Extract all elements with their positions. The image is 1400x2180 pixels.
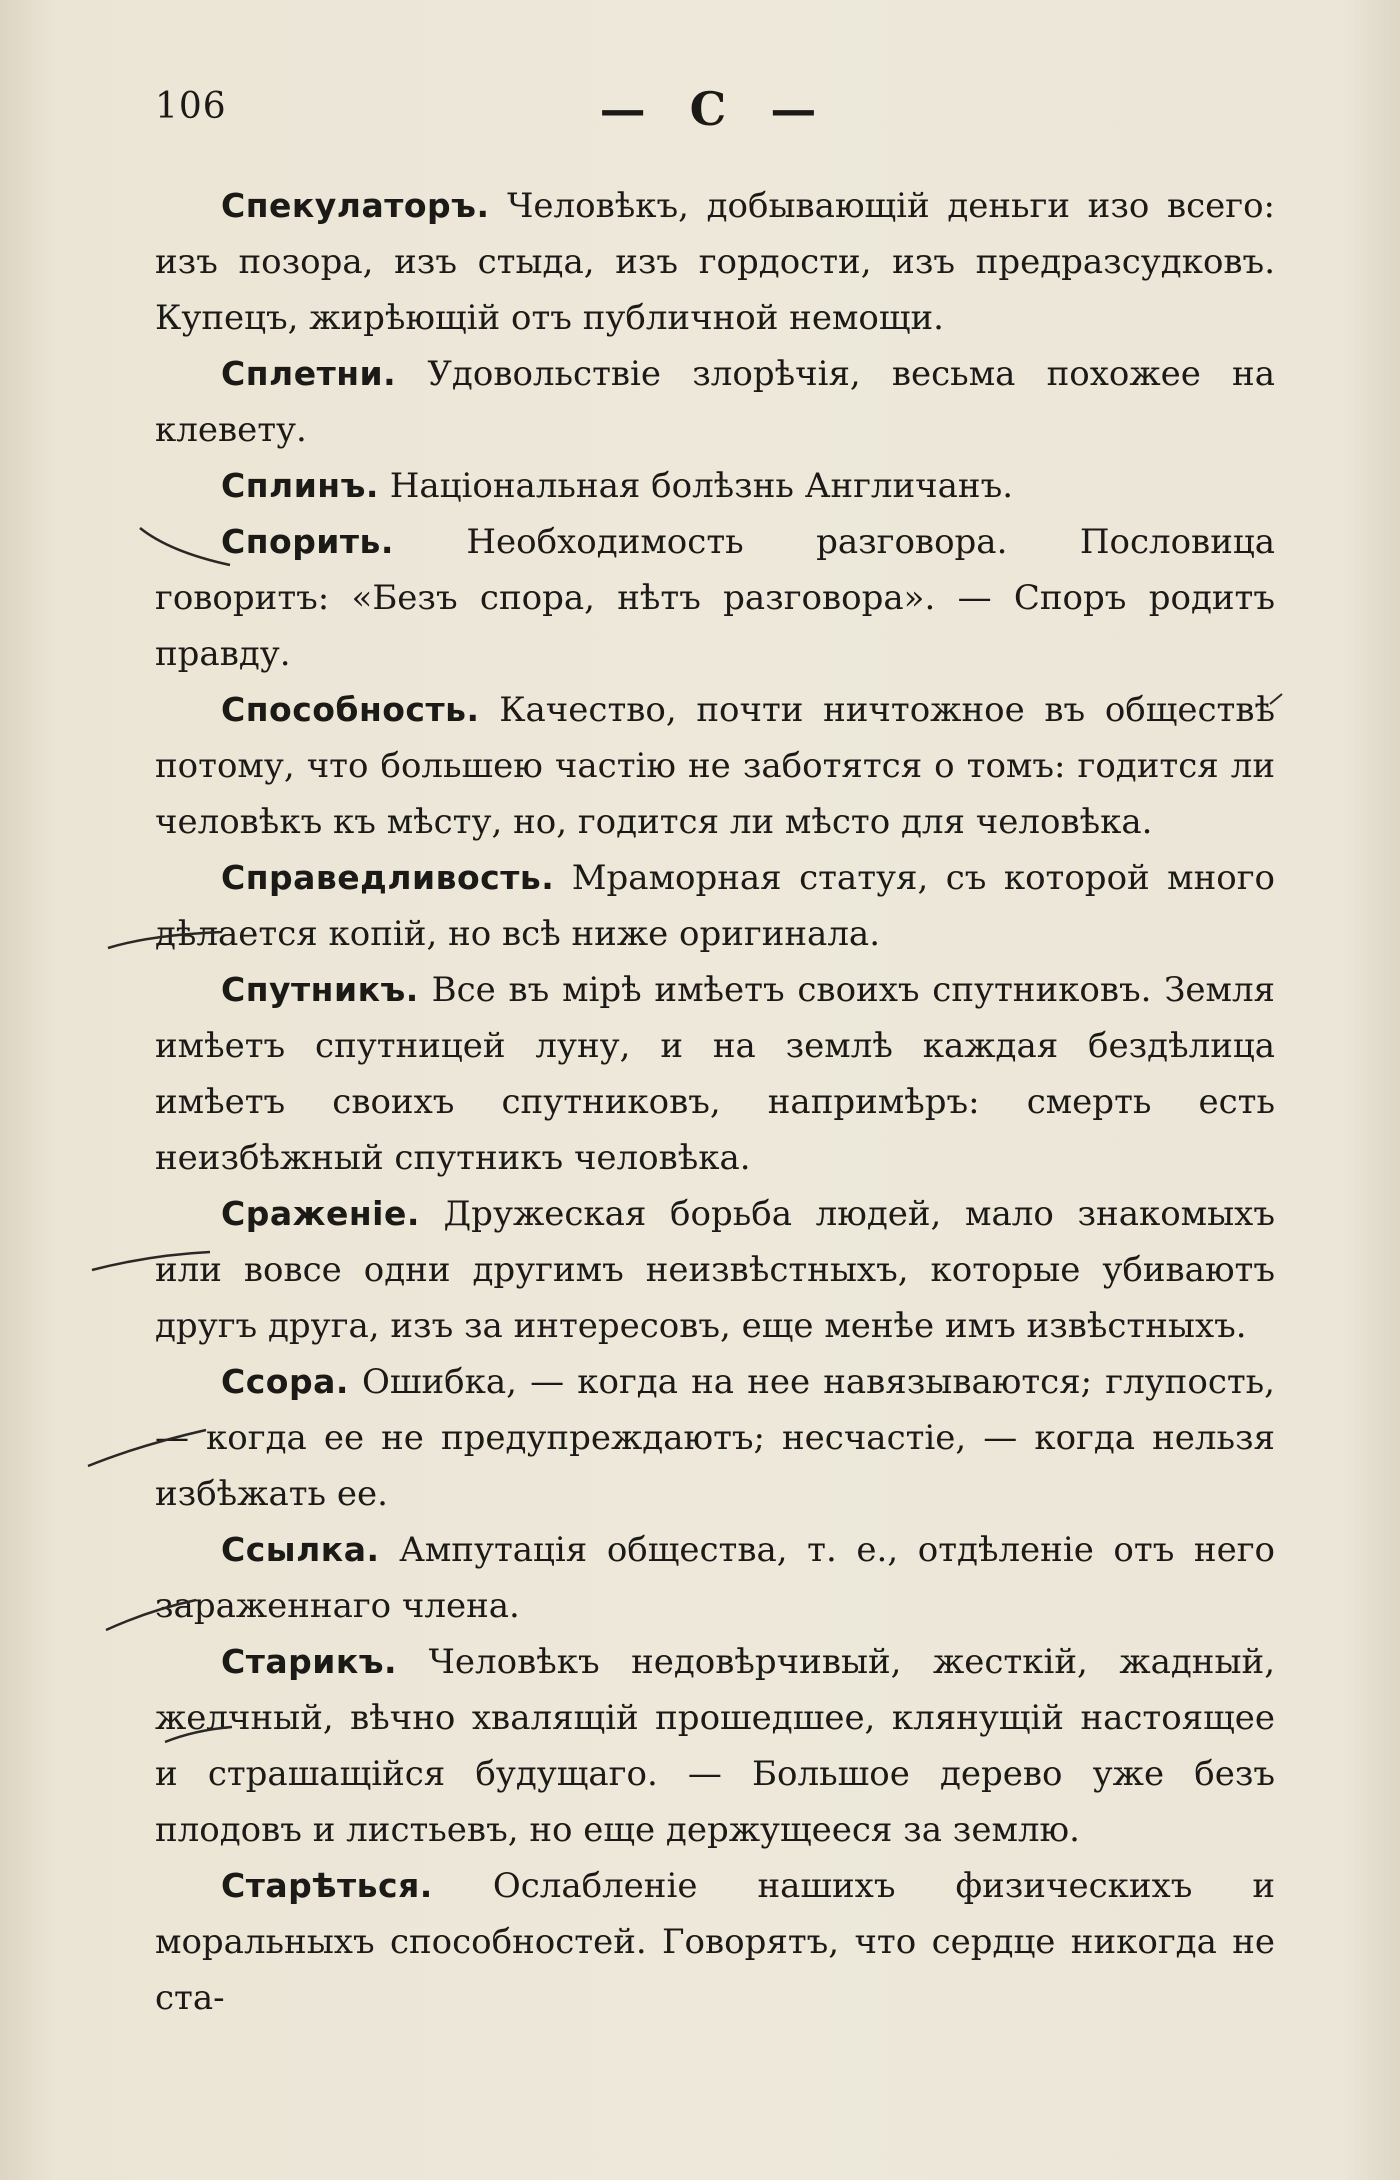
entry-definition: Все въ мірѣ имѣетъ своихъ спутниковъ. Земля имѣетъ спутницей луну, и на землѣ каждая бездѣлица имѣетъ своихъ спутниковъ, напримѣръ: смерть есть неизбѣжный спутникъ человѣка.: [155, 970, 1275, 1178]
entry-term: Ссылка.: [221, 1530, 380, 1569]
entry-splin: [155, 458, 1275, 514]
entry-definition: Удовольствіе злорѣчія, весьма похожее на клевету.: [155, 354, 1275, 450]
entry-definition: Ослабленіе нашихъ физическихъ и моральныхъ способностей. Говорятъ, что сердце никогда не ста-: [155, 1866, 1275, 2018]
entry-term: Старѣться.: [221, 1866, 433, 1905]
entry-term: Сраженіе.: [221, 1194, 420, 1233]
entry-term: Спутникъ.: [221, 970, 419, 1009]
entry-term: Способность.: [221, 690, 480, 729]
entry-sposobnost: [155, 682, 1275, 850]
entry-definition: Ошибка, — когда на нее навязываются; глупость, — когда ее не предупреждаютъ; несчастіе, — когда нельзя избѣжать ее.: [155, 1362, 1275, 1514]
entry-srazhenie: [155, 1186, 1275, 1354]
entry-term: Спекулаторъ.: [221, 186, 490, 225]
entry-definition: Человѣкъ недовѣрчивый, жесткій, жадный, желчный, вѣчно хвалящій прошедшее, клянущій настоящее и страшащійся будущаго. — Большое дерево уже безъ плодовъ и листьевъ, но еще держущееся за землю.: [155, 1642, 1275, 1850]
entry-term: Ссора.: [221, 1362, 349, 1401]
page-header: [155, 82, 1275, 138]
entry-staretsya: [155, 1858, 1275, 2026]
entry-definition: Дружеская борьба людей, мало знакомыхъ или вовсе одни другимъ неизвѣстныхъ, которые убиваютъ другъ друга, изъ за интересовъ, еще менѣе имъ извѣстныхъ.: [155, 1194, 1275, 1346]
entry-term: Сплинъ.: [221, 466, 379, 505]
entry-sporit: [155, 514, 1275, 682]
entry-ssylka: [155, 1522, 1275, 1634]
entry-ssora: [155, 1354, 1275, 1522]
entry-starik: [155, 1634, 1275, 1858]
entry-term: Сплетни.: [221, 354, 397, 393]
entry-definition: Человѣкъ, добывающій деньги изо всего: изъ позора, изъ стыда, изъ гордости, изъ предразсудковъ. Купецъ, жирѣющій отъ публичной немощи.: [155, 186, 1276, 338]
entry-definition: Необходимость разговора. Пословица говоритъ: «Безъ спора, нѣтъ разговора». — Споръ родитъ правду.: [155, 522, 1275, 674]
entry-sputnik: [155, 962, 1275, 1186]
entry-term: Справедливость.: [221, 858, 555, 897]
entry-definition: Національная болѣзнь Англичанъ.: [389, 466, 1014, 506]
page-number: 106: [155, 86, 227, 127]
dictionary-entries: [155, 178, 1275, 2026]
entry-definition: Ампутація общества, т. е., отдѣленіе отъ него зараженнаго члена.: [155, 1530, 1276, 1626]
entry-term: Старикъ.: [221, 1642, 398, 1681]
entry-term: Спорить.: [221, 522, 394, 561]
entry-definition: Мраморная статуя, съ которой много дѣлается копій, но всѣ ниже оригинала.: [155, 858, 1276, 954]
entry-definition: Качество, почти ничтожное въ обществѣ потому, что большею частію не заботятся о томъ: годится ли человѣкъ къ мѣсту, но, годится ли мѣсто для человѣка.: [155, 690, 1275, 842]
section-heading: — С —: [599, 82, 831, 136]
entry-spletni: [155, 346, 1275, 458]
entry-spravedlivost: [155, 850, 1275, 962]
entry-spekulator: [155, 178, 1275, 346]
